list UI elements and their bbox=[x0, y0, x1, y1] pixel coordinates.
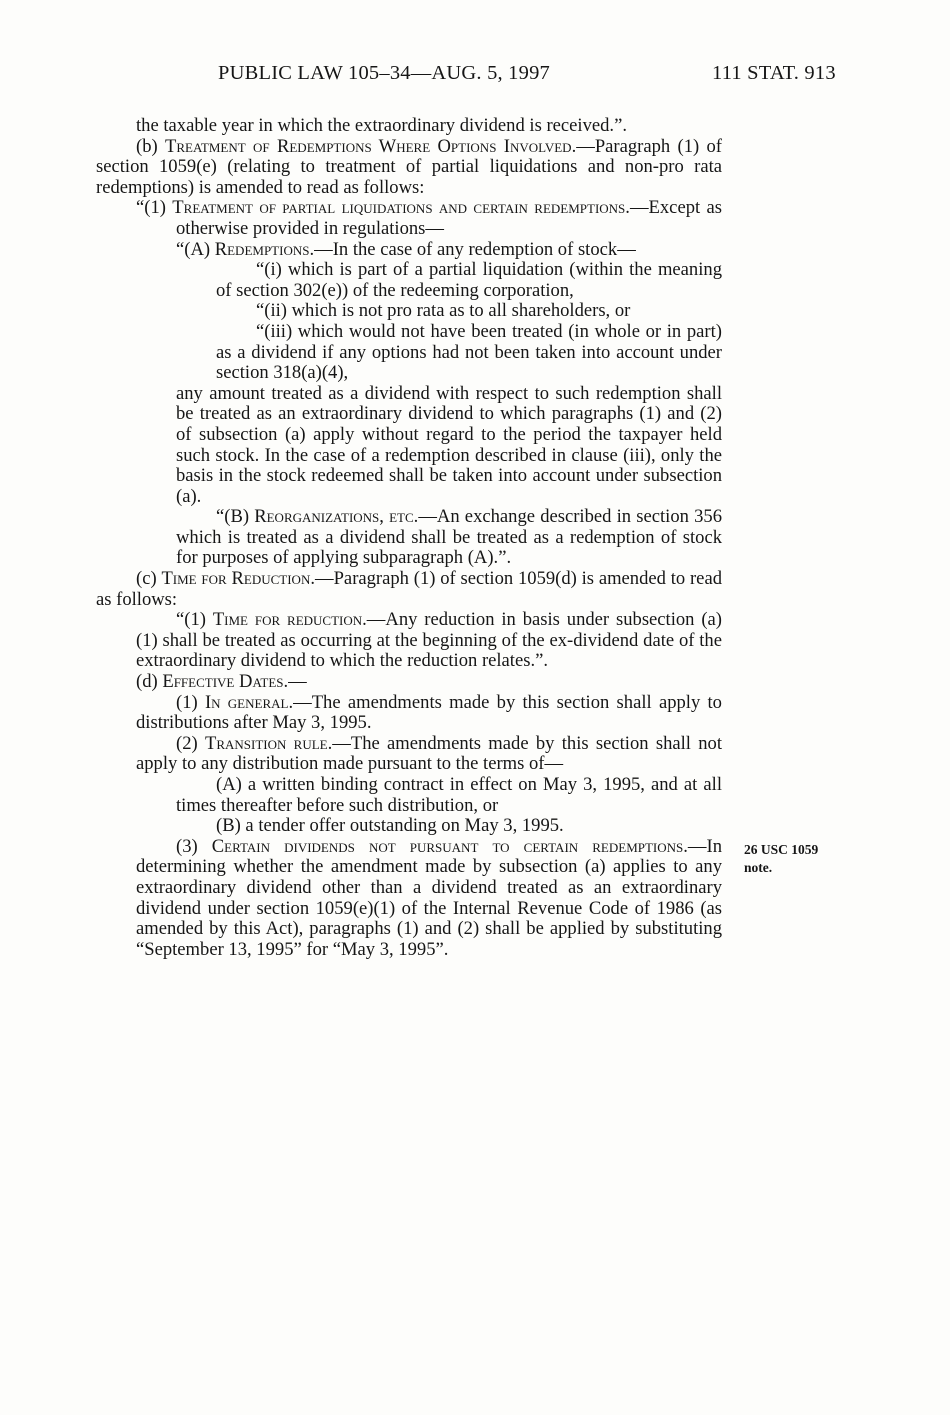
subsection-d bbox=[96, 672, 722, 693]
subsection-c-text: —Paragraph (1) of section 1059(d) is amended to read as follows: bbox=[96, 568, 722, 610]
paragraph-1-time-for-reduction bbox=[96, 610, 722, 672]
certain-dividends-heading: Certain dividends not pursuant to certain redemptions. bbox=[211, 835, 688, 857]
subsection-c bbox=[96, 569, 722, 610]
subparagraph-a-text: —In the case of any redemption of stock— bbox=[314, 238, 636, 260]
subsection-d-heading: Effective Dates. bbox=[162, 671, 289, 693]
paragraph-continuation: the taxable year in which the extraordinary dividend is received.”. bbox=[136, 115, 627, 136]
subsection-c-label: (c) bbox=[136, 568, 162, 590]
transition-subparagraph-b: (B) a tender offer outstanding on May 3, 1995. bbox=[216, 815, 564, 837]
time-reduction-heading: Time for reduction. bbox=[212, 609, 367, 631]
subparagraph-b-reorganizations bbox=[96, 507, 722, 569]
margin-note-usc: 26 USC 1059 bbox=[744, 842, 819, 857]
paragraph-1-in-general bbox=[96, 693, 722, 734]
in-general-label: (1) bbox=[176, 691, 205, 713]
paragraph-1-label: “(1) bbox=[136, 197, 173, 219]
time-reduction-text: —Any reduction in basis under subsection (a)(1) shall be treated as occurring at the beginning of the ex-dividend date of the extraordinary dividend to which the reduction relates.”. bbox=[136, 609, 722, 672]
paragraph-2-transition-rule bbox=[96, 734, 722, 775]
flush-text-redemption: any amount treated as a dividend with respect to such redemption shall be treated as an extraordinary dividend to which paragraphs (1) and (2) of subsection (a) apply without regard to the period the taxpayer held such stock. In the case of a redemption described in clause (iii), only the basis in the stock redeemed shall be taken into account under subsection (a). bbox=[176, 382, 722, 507]
law-text bbox=[96, 116, 722, 960]
margin-note-note: note. bbox=[744, 860, 773, 875]
subsection-d-dash: — bbox=[288, 671, 307, 693]
subparagraph-b-heading: Reorganizations, etc. bbox=[254, 506, 419, 528]
margin-note bbox=[744, 841, 864, 877]
statute-reference: 111 STAT. 913 bbox=[712, 62, 836, 84]
transition-subparagraph-a: (A) a written binding contract in effect on May 3, 1995, and at all times thereafter before such distribution, or bbox=[176, 774, 722, 816]
subparagraph-b-label: “(B) bbox=[216, 506, 255, 528]
subsection-d-label: (d) bbox=[136, 671, 163, 693]
transition-rule-label: (2) bbox=[176, 732, 205, 754]
subsection-b-heading: Treatment of Redemptions Where Options Involved. bbox=[165, 135, 577, 157]
certain-dividends-text: —In determining whether the amendment made by subsection (a) applies to any extraordinary dividend other than a dividend treated as an extraordinary dividend under section 1059(e)(1) of the Internal Revenue Code of 1986 (as amended by this Act), paragraphs (1) and (2) shall be applied by substituting “September 13, 1995” for “May 3, 1995”. bbox=[136, 835, 722, 960]
paragraph-1-text: —Except as otherwise provided in regulations— bbox=[176, 197, 722, 239]
paragraph-3-certain-dividends bbox=[96, 837, 722, 961]
in-general-text: —The amendments made by this section shall apply to distributions after May 3, 1995. bbox=[136, 691, 722, 734]
paragraph-1-heading: Treatment of partial liquidations and certain redemptions. bbox=[172, 197, 630, 219]
certain-dividends-label: (3) bbox=[176, 835, 212, 857]
subsection-b bbox=[96, 137, 722, 199]
paragraph-1-partial-liquidations bbox=[96, 198, 722, 239]
subsection-c-heading: Time for Reduction. bbox=[161, 568, 315, 590]
subparagraph-a-heading: Redemptions. bbox=[214, 238, 315, 260]
running-header bbox=[0, 62, 950, 96]
subparagraph-a-label: “(A) bbox=[176, 238, 215, 260]
subparagraph-a-redemptions bbox=[96, 240, 722, 261]
subsection-b-text: —Paragraph (1) of section 1059(e) (relating to treatment of partial liquidations and non-pro rata redemptions) is amended to read as follows: bbox=[96, 135, 722, 198]
running-head: PUBLIC LAW 105–34—AUG. 5, 1997 bbox=[218, 62, 550, 84]
subparagraph-b-text: —An exchange described in section 356 which is treated as a dividend shall be treated as a redemption of stock for purposes of applying subparagraph (A).”. bbox=[176, 506, 722, 569]
time-reduction-label: “(1) bbox=[176, 609, 213, 631]
transition-rule-text: —The amendments made by this section shall not apply to any distribution made pursuant to the terms of— bbox=[136, 732, 722, 775]
subsection-b-label: (b) bbox=[136, 135, 166, 157]
clause-iii: “(iii) which would not have been treated (in whole or in part) as a dividend if any options had not been taken into account under section 318(a)(4), bbox=[216, 320, 722, 384]
clause-i: “(i) which is part of a partial liquidation (within the meaning of section 302(e)) of the redeeming corporation, bbox=[216, 259, 722, 301]
in-general-heading: In general. bbox=[204, 691, 294, 713]
clause-ii: “(ii) which is not pro rata as to all shareholders, or bbox=[256, 300, 631, 322]
transition-rule-heading: Transition rule. bbox=[204, 732, 333, 754]
